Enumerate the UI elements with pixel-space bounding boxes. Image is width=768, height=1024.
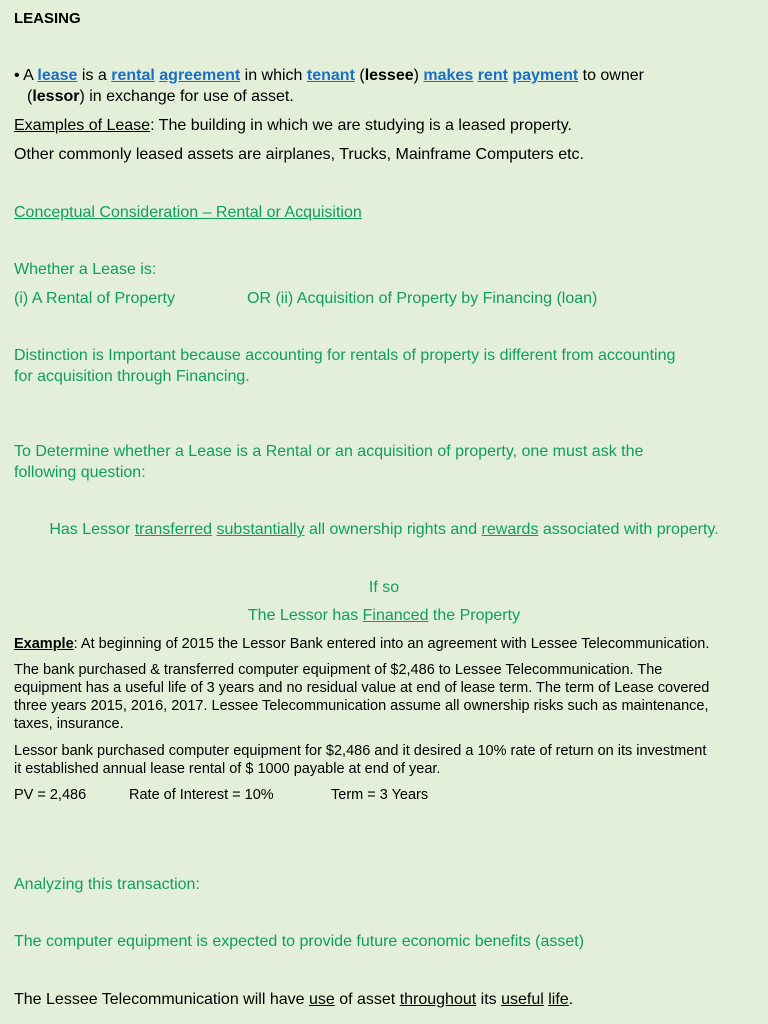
bullet-line-2 (27, 88, 294, 106)
distinction-line-1: Distinction is Important because accounting for rentals of property is different from accounting (14, 347, 676, 364)
text-span: the Property (428, 607, 521, 624)
text-span: is a (77, 67, 112, 84)
examples-text: : The building in which we are studying is a leased property. (150, 117, 572, 134)
link-agreement[interactable]: agreement (159, 67, 241, 84)
rate-value: Rate of Interest = 10% (129, 787, 274, 803)
text-span: associated with property. (538, 521, 719, 538)
future-benefits-text: The computer equipment is expected to provide future economic benefits (asset) (14, 933, 585, 950)
text-span: to owner (578, 67, 644, 84)
paragraph-line: Lessor bank purchased computer equipment for $2,486 and it desired a 10% rate of return on its investment (14, 743, 707, 759)
examples-of-lease (14, 117, 572, 135)
financed-line (0, 607, 768, 625)
link-rent[interactable]: rent (477, 67, 508, 84)
word-lessor: lessor (32, 88, 80, 105)
if-so-text: If so (368, 579, 400, 596)
determine-line-2: following question: (14, 464, 146, 481)
word-substantially: substantially (216, 521, 305, 538)
paragraph-line: three years 2015, 2016, 2017. Lessee Telecommunication assume all ownership risks such as maintenance, (14, 698, 709, 714)
link-tenant[interactable]: tenant (306, 67, 355, 84)
text-span: Has Lessor (49, 521, 135, 538)
example-text: : At beginning of 2015 the Lessor Bank entered into an agreement with Lessee Telecommunication. (73, 636, 710, 652)
pv-value: PV = 2,486 (14, 787, 87, 803)
lessee-use-text (14, 991, 573, 1009)
word-useful: useful (501, 991, 544, 1008)
example-paragraph-1 (14, 661, 709, 733)
examples-label: Examples of Lease (14, 117, 151, 134)
word-life: life (548, 991, 569, 1008)
text-span: ( (354, 67, 365, 84)
text-span: ( (27, 88, 33, 105)
analyzing-heading: Analyzing this transaction: (14, 876, 200, 893)
word-use: use (308, 991, 335, 1008)
paragraph-line: taxes, insurance. (14, 716, 124, 732)
paragraph-line: it established annual lease rental of $ 1000 payable at end of year. (14, 761, 441, 777)
term-value: Term = 3 Years (331, 787, 429, 803)
word-transferred: transferred (134, 521, 213, 538)
text-span: The Lessee Telecommunication will have (14, 991, 309, 1008)
text-span: of asset (334, 991, 400, 1008)
key-question (0, 521, 768, 539)
example-paragraph-2 (14, 742, 706, 778)
other-assets-text: Other commonly leased assets are airplanes, Trucks, Mainframe Computers etc. (14, 146, 584, 163)
word-throughout: throughout (399, 991, 477, 1008)
bullet-line-1 (14, 67, 644, 85)
bullet-symbol: • (14, 67, 20, 84)
text-span: The Lessor has (247, 607, 363, 624)
text-span: A (23, 67, 38, 84)
page-title: LEASING (14, 10, 81, 27)
distinction-line-2: for acquisition through Financing. (14, 368, 250, 385)
paragraph-line: equipment has a useful life of 3 years and no residual value at end of lease term. The term of Lease covered (14, 680, 710, 696)
determine-line-1: To Determine whether a Lease is a Rental or an acquisition of property, one must ask the (14, 443, 644, 460)
option-i: (i) A Rental of Property (14, 290, 175, 307)
example-label: Example (14, 636, 74, 652)
text-span: ) in exchange for use of asset. (79, 88, 294, 105)
option-ii: OR (ii) Acquisition of Property by Financing (loan) (247, 290, 598, 307)
word-rewards: rewards (481, 521, 539, 538)
text-span: its (476, 991, 502, 1008)
text-span: in which (240, 67, 307, 84)
link-lease[interactable]: lease (37, 67, 78, 84)
link-makes[interactable]: makes (423, 67, 474, 84)
conceptual-heading: Conceptual Consideration – Rental or Acquisition (14, 204, 362, 221)
paragraph-line: The bank purchased & transferred computer equipment of $2,486 to Lessee Telecommunication. The (14, 662, 663, 678)
text-span: all ownership rights and (304, 521, 482, 538)
example-line (14, 636, 709, 652)
link-payment[interactable]: payment (512, 67, 579, 84)
text-span: ) (413, 67, 424, 84)
word-lessee: lessee (364, 67, 414, 84)
word-financed: Financed (362, 607, 429, 624)
text-span: . (568, 991, 574, 1008)
whether-text: Whether a Lease is: (14, 261, 157, 278)
link-rental[interactable]: rental (111, 67, 155, 84)
